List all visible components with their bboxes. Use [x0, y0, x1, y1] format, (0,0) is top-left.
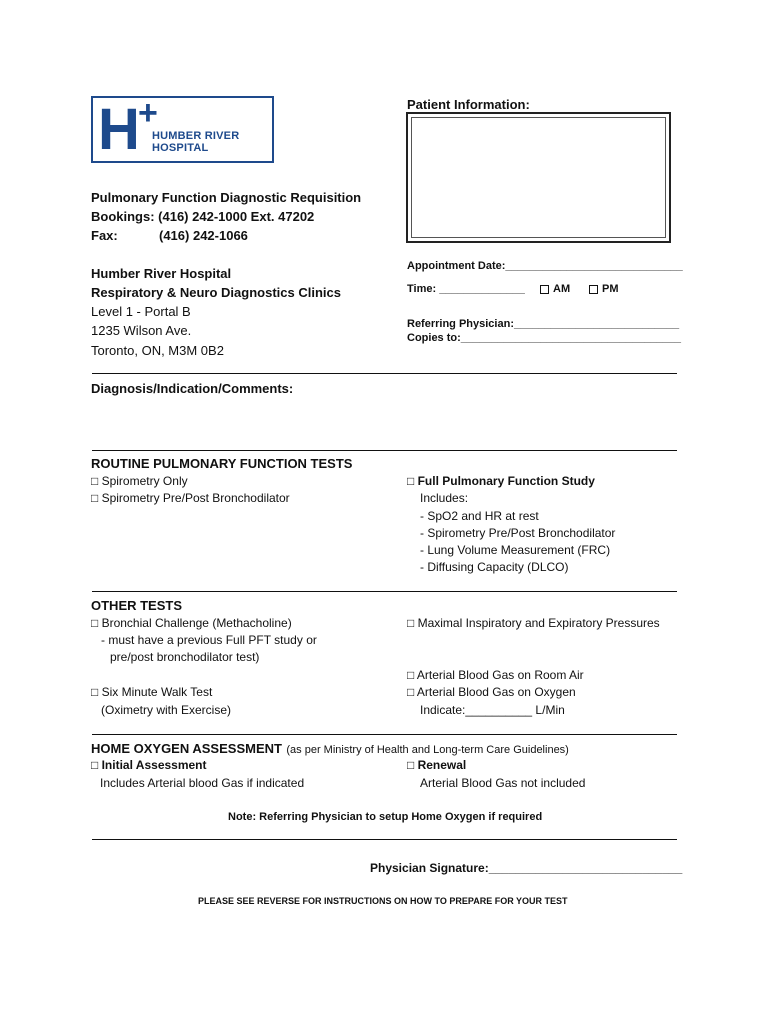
appointment-date-field[interactable]: Appointment Date:_____________________________ [407, 260, 683, 272]
copies-to-field[interactable]: Copies to:____________________________________ [407, 332, 682, 344]
referring-physician-field[interactable]: Referring Physician:___________________________ [407, 318, 680, 330]
home-oxygen-header [91, 740, 569, 758]
address-name: Humber River Hospital [91, 266, 232, 281]
fax-label: Fax: [91, 228, 118, 243]
home-oxygen-note: Note: Referring Physician to setup Home Oxygen if required [228, 811, 543, 823]
other-tests-heading: OTHER TESTS [91, 598, 183, 613]
diagnosis-label: Diagnosis/Indication/Comments: [91, 381, 294, 396]
bronchial-note: - must have a previous Full PFT study or [101, 633, 317, 647]
divider [92, 591, 677, 592]
full-pfs-option[interactable]: □ Full Pulmonary Function Study [407, 474, 595, 488]
hospital-logo [91, 96, 274, 163]
bronchial-note: pre/post bronchodilator test) [110, 650, 260, 664]
spirometry-only-option[interactable]: □ Spirometry Only [91, 474, 188, 488]
address-dept: Respiratory & Neuro Diagnostics Clinics [91, 285, 341, 300]
fax-number: (416) 242-1066 [159, 228, 248, 243]
logo-line1: HUMBER RIVER [152, 130, 240, 142]
logo-h-mark: H [98, 97, 138, 162]
bronchial-challenge-option[interactable]: □ Bronchial Challenge (Methacholine) [91, 616, 292, 630]
renewal-option[interactable]: □ Renewal [407, 758, 467, 772]
pm-label: PM [602, 283, 619, 295]
initial-assessment-note: Includes Arterial blood Gas if indicated [100, 776, 305, 790]
bookings-line: Bookings: (416) 242-1000 Ext. 47202 [91, 209, 315, 224]
divider [92, 734, 677, 735]
physician-signature-field[interactable]: Physician Signature:_____________________________ [370, 861, 683, 875]
maximal-pressures-option[interactable]: □ Maximal Inspiratory and Expiratory Pressures [407, 616, 660, 630]
six-minute-walk-option[interactable]: □ Six Minute Walk Test [91, 685, 213, 699]
pm-checkbox[interactable] [589, 283, 619, 295]
spirometry-prepost-option[interactable]: □ Spirometry Pre/Post Bronchodilator [91, 491, 290, 505]
includes-label: Includes: [420, 491, 469, 505]
address-line3: Toronto, ON, M3M 0B2 [91, 343, 224, 358]
initial-assessment-option[interactable]: □ Initial Assessment [91, 758, 207, 772]
routine-heading: ROUTINE PULMONARY FUNCTION TESTS [91, 456, 353, 471]
patient-info-label: Patient Information: [407, 97, 530, 112]
logo-name [152, 130, 239, 154]
patient-info-box[interactable] [406, 112, 671, 243]
home-oxygen-heading: HOME OXYGEN ASSESSMENT [91, 741, 282, 756]
include-item: - Lung Volume Measurement (FRC) [420, 543, 611, 557]
am-label: AM [553, 283, 571, 295]
am-checkbox[interactable] [540, 283, 570, 295]
address-line1: Level 1 - Portal B [91, 304, 191, 319]
address-line2: 1235 Wilson Ave. [91, 323, 192, 338]
renewal-note: Arterial Blood Gas not included [420, 776, 586, 790]
divider [92, 450, 677, 451]
oxygen-flow-field[interactable]: Indicate:__________ L/Min [420, 703, 565, 717]
home-oxygen-sub: (as per Ministry of Health and Long-term Care Guidelines) [286, 744, 569, 756]
footer-instructions: PLEASE SEE REVERSE FOR INSTRUCTIONS ON HOW TO PREPARE FOR YOUR TEST [198, 896, 568, 906]
logo-line2: HOSPITAL [152, 142, 209, 154]
include-item: - Spirometry Pre/Post Bronchodilator [420, 526, 616, 540]
abg-room-air-option[interactable]: □ Arterial Blood Gas on Room Air [407, 668, 584, 682]
include-item: - Diffusing Capacity (DLCO) [420, 560, 569, 574]
divider [92, 839, 677, 840]
logo-plus-mark: + [138, 94, 158, 132]
form-title: Pulmonary Function Diagnostic Requisition [91, 190, 362, 205]
divider [92, 373, 677, 374]
time-field[interactable]: Time: ______________ [407, 283, 525, 295]
include-item: - SpO2 and HR at rest [420, 509, 539, 523]
six-minute-walk-note: (Oximetry with Exercise) [101, 703, 232, 717]
abg-oxygen-option[interactable]: □ Arterial Blood Gas on Oxygen [407, 685, 576, 699]
